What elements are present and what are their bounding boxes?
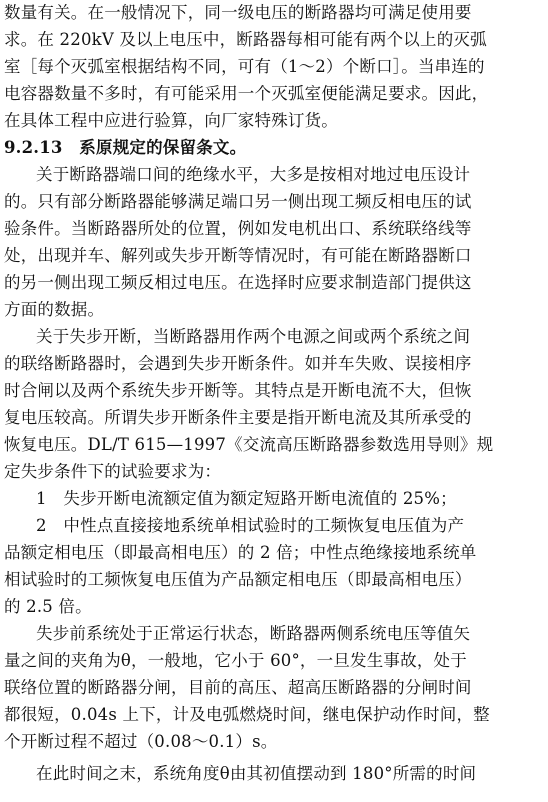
text-line: 定失步条件下的试验要求为： — [4, 462, 222, 481]
text-line: 相试验时的工频恢复电压值为产品额定相电压（即最高相电压） — [4, 570, 472, 589]
text-line: 在具体工程中应进行验算，向厂家特殊订货。 — [4, 111, 338, 130]
list-item: 1 失步开断电流额定值为额定短路开断电流值的 25%； — [36, 489, 457, 508]
text-line: 方面的数据。 — [4, 300, 105, 319]
text-line: 个开断过程不超过（0.08～0.1）s。 — [4, 732, 278, 751]
paragraph-start: 失步前系统处于正常运行状态，断路器两侧系统电压等值矢 — [36, 624, 471, 643]
text-line: 量之间的夹角为θ，一般地，它小于 60°，一旦发生事故，处于 — [4, 651, 467, 670]
list-item: 2 中性点直接接地系统单相试验时的工频恢复电压值为产 — [36, 516, 465, 535]
text-line: 复电压较高。所谓失步开断条件主要是指开断电流及其所承受的 — [4, 408, 472, 427]
text-line: 室［每个灭弧室根据结构不同，可有（1～2）个断口］。当串连的 — [4, 57, 485, 76]
section-heading: 9.2.13 系原规定的保留条文。 — [4, 138, 247, 157]
paragraph-start: 在此时间之末，系统角度θ由其初值摆动到 180°所需的时间 — [36, 764, 477, 783]
text-line: 的 2.5 倍。 — [4, 597, 92, 616]
text-line: 电容器数量不多时，有可能采用一个灭弧室便能满足要求。因此， — [4, 84, 489, 103]
text-line: 数量有关。在一般情况下，同一级电压的断路器均可满足使用要 — [4, 3, 472, 22]
text-line: 求。在 220kV 及以上电压中，断路器每相可能有两个以上的灭弧 — [4, 30, 487, 49]
paragraph-start: 关于失步开断，当断路器用作两个电源之间或两个系统之间 — [36, 327, 471, 346]
text-line: 的联络断路器时，会遇到失步开断条件。如并车失败、误接相序 — [4, 354, 472, 373]
text-line: 的另一侧出现工频反相过电压。在选择时应要求制造部门提供这 — [4, 273, 472, 292]
text-line: 品额定相电压（即最高相电压）的 2 倍；中性点绝缘接地系统单 — [4, 543, 477, 562]
text-line: 时合闸以及两个系统失步开断等。其特点是开断电流不大，但恢 — [4, 381, 472, 400]
text-line: 验条件。当断路器所处的位置，例如发电机出口、系统联络线等 — [4, 219, 472, 238]
text-line: 处，出现并车、解列或失步开断等情况时，有可能在断路器断口 — [4, 246, 472, 265]
paragraph-start: 关于断路器端口间的绝缘水平，大多是按相对地过电压设计 — [36, 165, 471, 184]
text-line: 恢复电压。DL/T 615—1997《交流高压断路器参数选用导则》规 — [4, 435, 494, 454]
text-line: 的。只有部分断路器能够满足端口另一侧出现工频反相电压的试 — [4, 192, 472, 211]
text-line: 都很短，0.04s 上下，计及电弧燃烧时间，继电保护动作时间，整 — [4, 705, 490, 724]
text-line: 联络位置的断路器分闸，目前的高压、超高压断路器的分闸时间 — [4, 678, 472, 697]
